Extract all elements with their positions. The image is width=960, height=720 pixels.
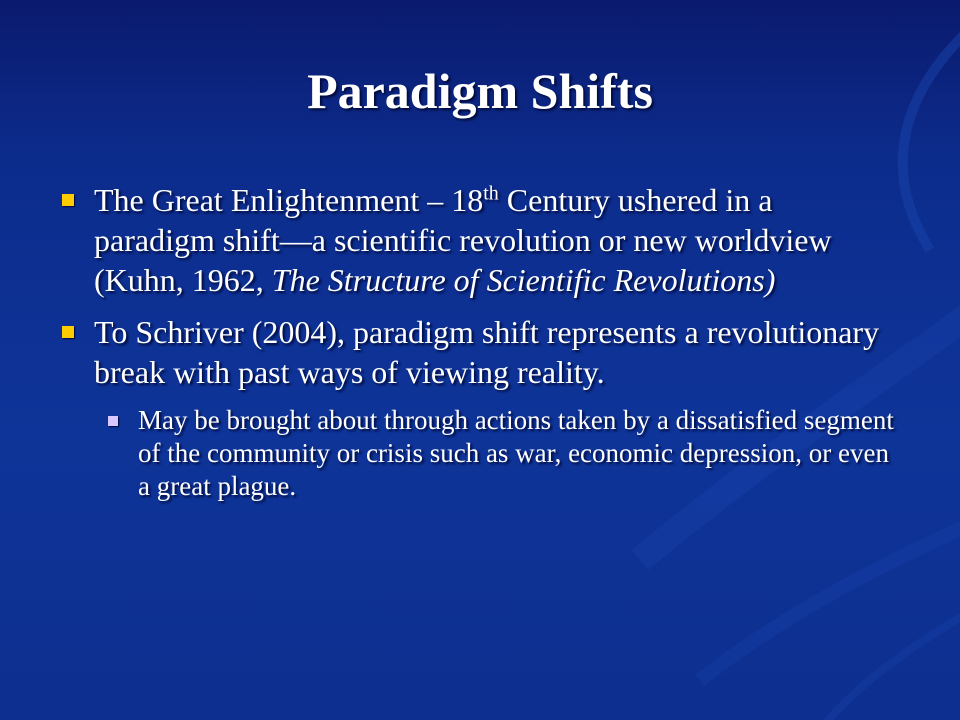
square-bullet-icon — [62, 326, 74, 338]
sub-bullet-brought-about — [104, 404, 900, 503]
bullet-schriver — [60, 312, 900, 392]
bullet-text: To Schriver (2004), paradigm shift represents a revolutionary break with past ways of viewing reality. — [94, 314, 880, 390]
bullet-enlightenment — [60, 180, 900, 300]
superscript-th: th — [483, 182, 499, 205]
square-sub-bullet-icon — [108, 416, 118, 426]
bullet-text-part2: Century ushered in a paradigm shift—a scientific revolution or new worldview (Kuhn, 1962, — [94, 182, 832, 298]
sub-bullet-text: May be brought about through actions taken by a dissatisfied segment of the community or crisis such as war, economic depression, or even a great plague. — [138, 405, 894, 501]
bullet-text-part1: The Great Enlightenment – 18 — [94, 182, 484, 218]
square-bullet-icon — [62, 194, 74, 206]
slide-title: Paradigm Shifts — [307, 63, 653, 119]
slide-content — [60, 180, 900, 503]
book-title-italic: The Structure of Scientific Revolutions) — [271, 262, 776, 298]
